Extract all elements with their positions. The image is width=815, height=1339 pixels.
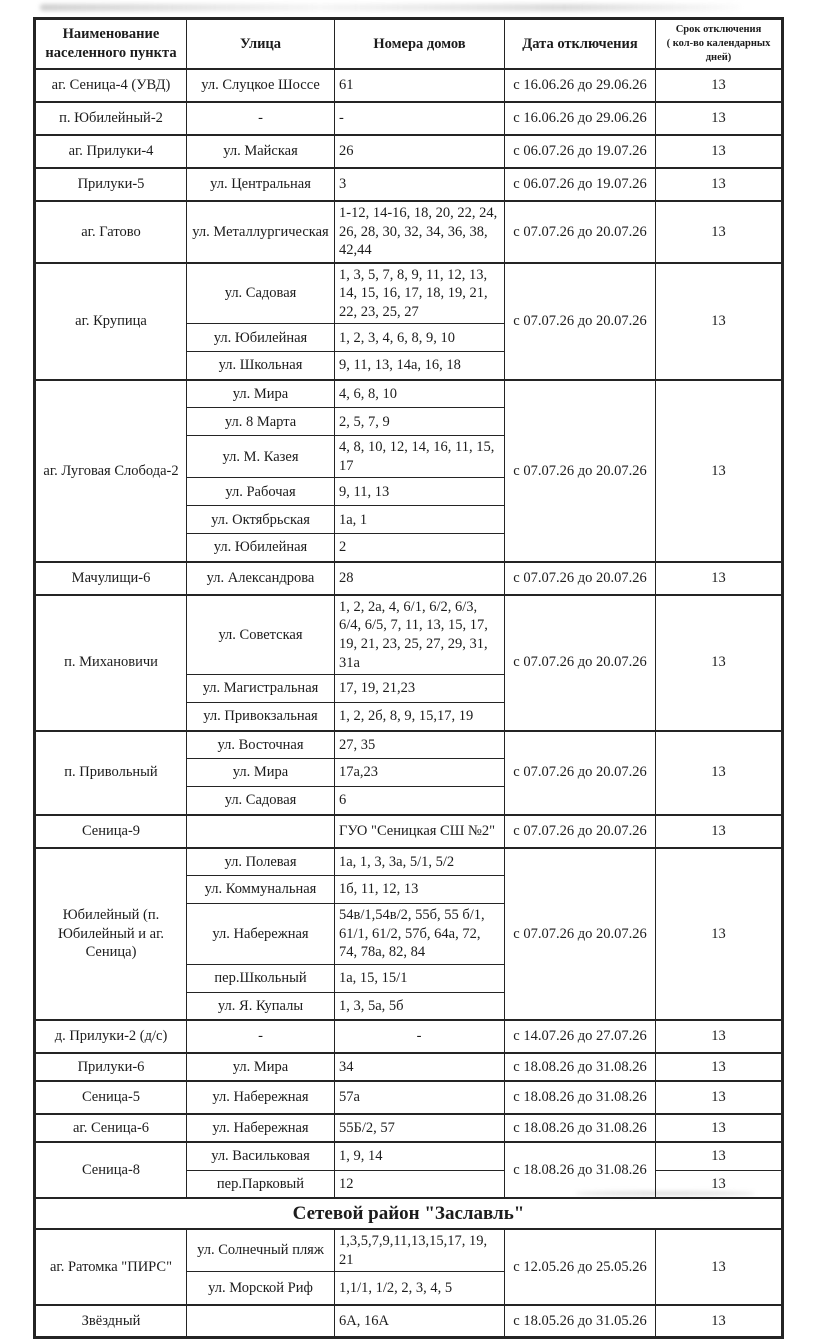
street-cell: ул. Садовая (187, 787, 335, 815)
street-cell: ул. Мира (187, 759, 335, 787)
settlement-cell: Мачулищи-6 (35, 562, 187, 595)
table-row (35, 1081, 783, 1114)
term-cell: 13 (656, 102, 783, 135)
term-cell: 13 (656, 815, 783, 848)
header-date: Дата отключения (505, 19, 656, 70)
street-cell (187, 815, 335, 848)
street-cell: ул. Мира (187, 1053, 335, 1081)
table-row (35, 1229, 783, 1272)
street-cell: ул. Полевая (187, 848, 335, 876)
disconnection-schedule-table (33, 17, 784, 1339)
houses-cell: 2 (335, 534, 505, 562)
header-street: Улица (187, 19, 335, 70)
houses-cell: 6 (335, 787, 505, 815)
table-row (35, 1020, 783, 1053)
term-cell: 13 (656, 135, 783, 168)
date-cell: с 07.07.26 до 20.07.26 (505, 201, 656, 263)
header-houses: Номера домов (335, 19, 505, 70)
street-cell: ул. Советская (187, 595, 335, 675)
street-cell: ул. Набережная (187, 904, 335, 965)
street-cell: ул. Мира (187, 380, 335, 408)
street-cell: ул. Школьная (187, 352, 335, 380)
table-row (35, 1053, 783, 1081)
table-row (35, 848, 783, 876)
houses-cell: 9, 11, 13 (335, 478, 505, 506)
settlement-cell: Юбилейный (п. Юбилейный и аг. Сеница) (35, 848, 187, 1021)
header-settlement: Наименование населенного пункта (35, 19, 187, 70)
table-row (35, 815, 783, 848)
date-cell: с 07.07.26 до 20.07.26 (505, 263, 656, 380)
table-row (35, 168, 783, 201)
street-cell: ул. Слуцкое Шоссе (187, 69, 335, 102)
street-cell: ул. Металлургическая (187, 201, 335, 263)
houses-cell: 6А, 16А (335, 1305, 505, 1338)
houses-cell: 26 (335, 135, 505, 168)
term-cell: 13 (656, 1142, 783, 1170)
date-cell: с 06.07.26 до 19.07.26 (505, 168, 656, 201)
date-cell: с 18.05.26 до 31.05.26 (505, 1305, 656, 1338)
settlement-cell: Сеница-9 (35, 815, 187, 848)
street-cell: ул. Солнечный пляж (187, 1229, 335, 1272)
table-row (35, 595, 783, 675)
settlement-cell: д. Прилуки-2 (д/с) (35, 1020, 187, 1053)
street-cell: ул. Майская (187, 135, 335, 168)
date-cell: с 18.08.26 до 31.08.26 (505, 1114, 656, 1142)
street-cell: ул. Набережная (187, 1114, 335, 1142)
date-cell: с 18.08.26 до 31.08.26 (505, 1053, 656, 1081)
settlement-cell: п. Юбилейный-2 (35, 102, 187, 135)
term-cell: 13 (656, 263, 783, 380)
term-cell: 13 (656, 168, 783, 201)
street-cell (187, 1305, 335, 1338)
street-cell: ул. Набережная (187, 1081, 335, 1114)
houses-cell: 17, 19, 21,23 (335, 675, 505, 703)
houses-cell: - (335, 1020, 505, 1053)
street-cell: ул. Рабочая (187, 478, 335, 506)
schedule-table-body (35, 69, 783, 1338)
settlement-cell: Сеница-8 (35, 1142, 187, 1198)
term-cell: 13 (656, 1305, 783, 1338)
table-row (35, 69, 783, 102)
houses-cell: 4, 8, 10, 12, 14, 16, 11, 15, 17 (335, 436, 505, 478)
houses-cell: 55Б/2, 57 (335, 1114, 505, 1142)
settlement-cell: Прилуки-5 (35, 168, 187, 201)
houses-cell: 17а,23 (335, 759, 505, 787)
houses-cell: 28 (335, 562, 505, 595)
term-cell: 13 (656, 595, 783, 731)
settlement-cell: аг. Сеница-6 (35, 1114, 187, 1142)
header-term-line2: ( кол-во календарных дней) (666, 37, 771, 64)
settlement-cell: п. Михановичи (35, 595, 187, 731)
date-cell: с 14.07.26 до 27.07.26 (505, 1020, 656, 1053)
street-cell: ул. Привокзальная (187, 703, 335, 731)
date-cell: с 07.07.26 до 20.07.26 (505, 562, 656, 595)
table-row (35, 102, 783, 135)
houses-cell: 1, 2, 2б, 8, 9, 15,17, 19 (335, 703, 505, 731)
date-cell: с 07.07.26 до 20.07.26 (505, 595, 656, 731)
date-cell: с 12.05.26 до 25.05.26 (505, 1229, 656, 1305)
term-cell: 13 (656, 1053, 783, 1081)
houses-cell: - (335, 102, 505, 135)
houses-cell: 1-12, 14-16, 18, 20, 22, 24, 26, 28, 30, 32, 34, 36, 38, 42,44 (335, 201, 505, 263)
settlement-cell: аг. Крупица (35, 263, 187, 380)
table-row (35, 1305, 783, 1338)
term-cell: 13 (656, 1114, 783, 1142)
date-cell: с 07.07.26 до 20.07.26 (505, 815, 656, 848)
table-row (35, 1114, 783, 1142)
settlement-cell: Звёздный (35, 1305, 187, 1338)
houses-cell: 1а, 15, 15/1 (335, 964, 505, 992)
term-cell: 13 (656, 562, 783, 595)
term-cell: 13 (656, 1081, 783, 1114)
houses-cell: 1, 2, 2а, 4, 6/1, 6/2, 6/3, 6/4, 6/5, 7, 11, 13, 15, 17, 19, 21, 23, 25, 27, 29, 31, 31а (335, 595, 505, 675)
settlement-cell: п. Привольный (35, 731, 187, 815)
houses-cell: 1, 3, 5, 7, 8, 9, 11, 12, 13, 14, 15, 16, 17, 18, 19, 21, 22, 23, 25, 27 (335, 263, 505, 324)
header-term (656, 19, 783, 70)
houses-cell: 1, 2, 3, 4, 6, 8, 9, 10 (335, 324, 505, 352)
term-cell: 13 (656, 1020, 783, 1053)
settlement-cell: аг. Гатово (35, 201, 187, 263)
table-row (35, 731, 783, 759)
date-cell: с 16.06.26 до 29.06.26 (505, 69, 656, 102)
date-cell: с 16.06.26 до 29.06.26 (505, 102, 656, 135)
date-cell: с 18.08.26 до 31.08.26 (505, 1142, 656, 1198)
houses-cell: 1а, 1, 3, 3а, 5/1, 5/2 (335, 848, 505, 876)
street-cell: ул. Центральная (187, 168, 335, 201)
table-header (35, 19, 783, 70)
term-cell: 13 (656, 848, 783, 1021)
houses-cell: 27, 35 (335, 731, 505, 759)
street-cell: ул. Восточная (187, 731, 335, 759)
street-cell: ул. Юбилейная (187, 324, 335, 352)
settlement-cell: аг. Сеница-4 (УВД) (35, 69, 187, 102)
settlement-cell: аг. Прилуки-4 (35, 135, 187, 168)
houses-cell: 34 (335, 1053, 505, 1081)
date-cell: с 18.08.26 до 31.08.26 (505, 1081, 656, 1114)
street-cell: пер.Школьный (187, 964, 335, 992)
street-cell: ул. 8 Марта (187, 408, 335, 436)
houses-cell: 54в/1,54в/2, 55б, 55 б/1, 61/1, 61/2, 57б, 64а, 72, 74, 78а, 82, 84 (335, 904, 505, 965)
street-cell: ул. Магистральная (187, 675, 335, 703)
street-cell: - (187, 102, 335, 135)
term-cell: 13 (656, 69, 783, 102)
document-body (33, 17, 784, 1339)
table-row (35, 135, 783, 168)
street-cell: ул. Васильковая (187, 1142, 335, 1170)
houses-cell: 2, 5, 7, 9 (335, 408, 505, 436)
term-cell: 13 (656, 1170, 783, 1198)
date-cell: с 07.07.26 до 20.07.26 (505, 848, 656, 1021)
houses-cell: 1,3,5,7,9,11,13,15,17, 19, 21 (335, 1229, 505, 1272)
settlement-cell: аг. Луговая Слобода-2 (35, 380, 187, 562)
street-cell: пер.Парковый (187, 1170, 335, 1198)
street-cell: ул. Морской Риф (187, 1272, 335, 1305)
term-cell: 13 (656, 201, 783, 263)
scan-artifact (40, 4, 740, 11)
date-cell: с 06.07.26 до 19.07.26 (505, 135, 656, 168)
houses-cell: 61 (335, 69, 505, 102)
table-row (35, 562, 783, 595)
date-cell: с 07.07.26 до 20.07.26 (505, 731, 656, 815)
street-cell: ул. Октябрьская (187, 506, 335, 534)
street-cell: ул. Я. Купалы (187, 992, 335, 1020)
street-cell: ул. Александрова (187, 562, 335, 595)
settlement-cell: Прилуки-6 (35, 1053, 187, 1081)
houses-cell: 57а (335, 1081, 505, 1114)
table-row (35, 1142, 783, 1170)
houses-cell: 1, 3, 5а, 5б (335, 992, 505, 1020)
houses-cell: 1, 9, 14 (335, 1142, 505, 1170)
date-cell: с 07.07.26 до 20.07.26 (505, 380, 656, 562)
houses-cell: 4, 6, 8, 10 (335, 380, 505, 408)
term-cell: 13 (656, 1229, 783, 1305)
street-cell: - (187, 1020, 335, 1053)
houses-cell: ГУО "Сеницкая СШ №2" (335, 815, 505, 848)
houses-cell: 3 (335, 168, 505, 201)
table-row (35, 380, 783, 408)
street-cell: ул. М. Казея (187, 436, 335, 478)
houses-cell: 1а, 1 (335, 506, 505, 534)
header-term-line1: Срок отключения (675, 23, 762, 35)
table-row (35, 201, 783, 263)
settlement-cell: аг. Ратомка "ПИРС" (35, 1229, 187, 1305)
term-cell: 13 (656, 380, 783, 562)
street-cell: ул. Коммунальная (187, 876, 335, 904)
houses-cell: 1,1/1, 1/2, 2, 3, 4, 5 (335, 1272, 505, 1305)
section-header: Сетевой район "Заславль" (35, 1198, 783, 1229)
houses-cell: 12 (335, 1170, 505, 1198)
houses-cell: 9, 11, 13, 14а, 16, 18 (335, 352, 505, 380)
settlement-cell: Сеница-5 (35, 1081, 187, 1114)
street-cell: ул. Садовая (187, 263, 335, 324)
table-row (35, 263, 783, 324)
street-cell: ул. Юбилейная (187, 534, 335, 562)
section-row (35, 1198, 783, 1229)
houses-cell: 1б, 11, 12, 13 (335, 876, 505, 904)
term-cell: 13 (656, 731, 783, 815)
